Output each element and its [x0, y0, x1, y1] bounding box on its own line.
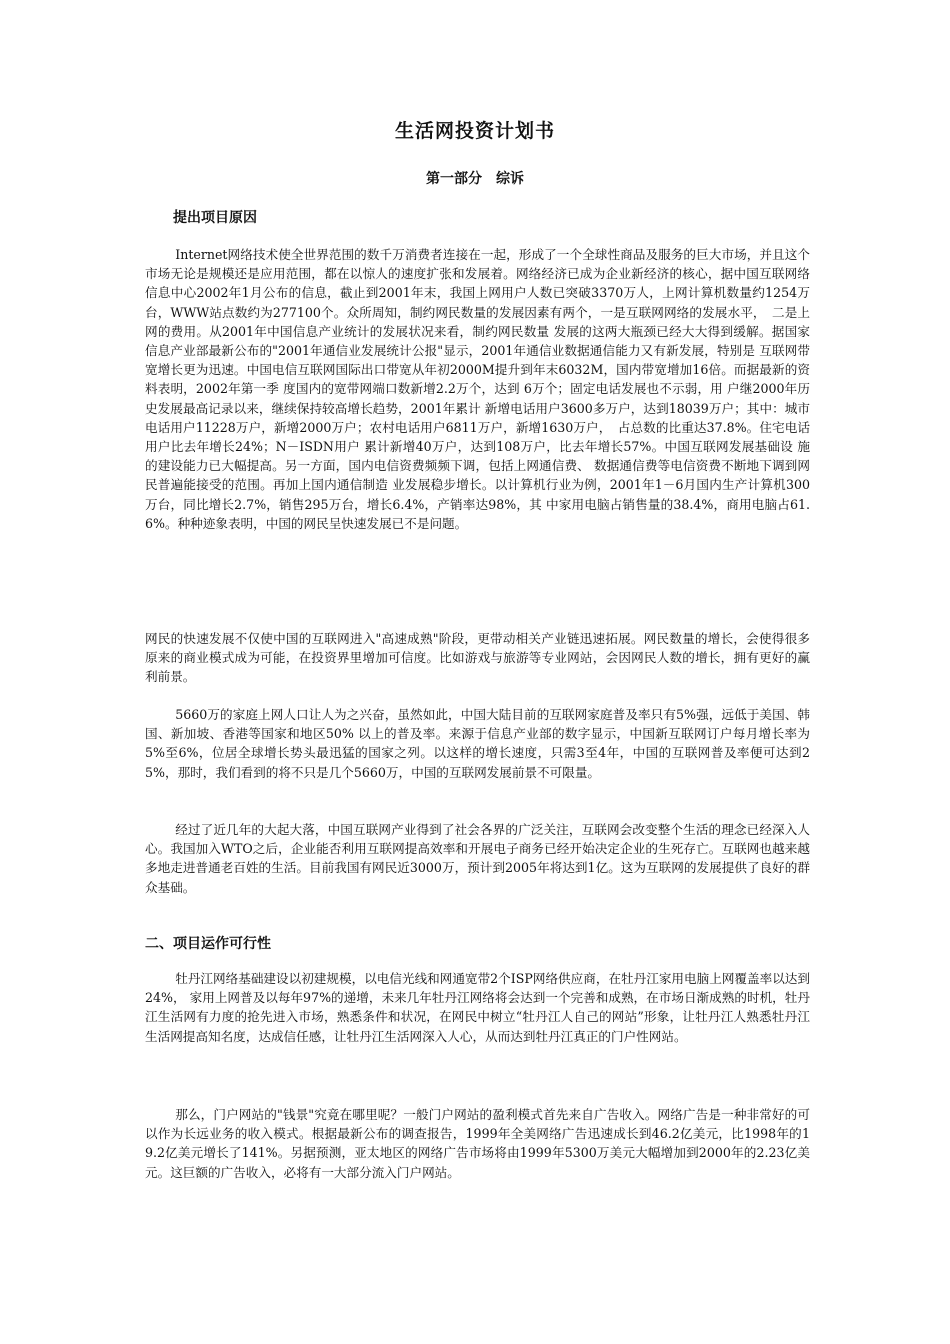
section-heading-reasons: 提出项目原因 [173, 210, 257, 226]
paragraph-mudanjiang-network: 牡丹江网络基础建设以初建规模，以电信光线和网通宽带2个ISP网络供应商，在牡丹江家用电脑上网覆盖率以达到24%， 家用上网普及以每年97%的递增，未来几年牡丹江网络将会达到一个完善和成熟，在市场日渐成熟的时机，牡丹江生活网有力度的抢先进入市场，熟悉条件和状况，在网民中树立“牡丹江人自己的网站”形象，让牡丹江人熟悉牡丹江生活网提高知名度，达成信任感，让牡丹江生活网深入人心，从而达到牡丹江真正的门户性网站。 [145, 971, 810, 1044]
paragraph-portal-revenue: 那么，门户网站的"钱景"究竟在哪里呢？一般门户网站的盈利模式首先来自广告收入。网络广告是一种非常好的可以作为长远业务的收入模式。根据最新公布的调查报告，1999年全美网络广告迅速成长到46.2亿美元，比1998年的19.2亿美元增长了141%。另据预测，亚太地区的网络广告市场将由1999年5300万美元大幅增加到2000年的2.23亿美元。这巨额的广告收入，必将有一大部分流入门户网站。 [145, 1107, 810, 1180]
paragraph-industry-attention: 经过了近几年的大起大落，中国互联网产业得到了社会各界的广泛关注，互联网会改变整个生活的理念已经深入人心。我国加入WTO之后，企业能否利用互联网提高效率和开展电子商务已经开始决定企业的生死存亡。互联网也越来越多地走进普通老百姓的生活。目前我国有网民近3000万，预计到2005年将达到1亿。这为互联网的发展提供了良好的群众基础。 [145, 822, 810, 895]
paragraph-household-penetration: 5660万的家庭上网人口让人为之兴奋，虽然如此，中国大陆目前的互联网家庭普及率只有5%强，远低于美国、韩国、新加坡、香港等国家和地区50% 以上的普及率。来源于信息产业部的数字显示，中国新互联网订户每月增长率为5%至6%，位居全球增长势头最迅猛的国家之列。以这样的增长速度，只需3至4年，中国的互联网普及率便可达到25%，那时，我们看到的将不只是几个5660万，中国的互联网发展前景不可限量。 [145, 707, 810, 780]
part-heading: 第一部分 综诉 [426, 171, 524, 187]
paragraph-netizen-growth: 网民的快速发展不仅使中国的互联网进入"高速成熟"阶段，更带动相关产业链迅速拓展。网民数量的增长，会使得很多原来的商业模式成为可能，在投资界里增加可信度。比如游戏与旅游等专业网站，会因网民人数的增长，拥有更好的赢利前景。 [145, 631, 810, 685]
paragraph-internet-growth: Internet网络技术使全世界范围的数千万消费者连接在一起，形成了一个全球性商品及服务的巨大市场，并且这个市场无论是规模还是应用范围，都在以惊人的速度扩张和发展着。网络经济已成为企业新经济的核心，据中国互联网络信息中心2002年1月公布的信息，截止到2001年末，我国上网用户人数已突破3370万人，上网计算机数量约1254万台，WWW站点数约为277100个。众所周知，制约网民数量的发展因素有两个，一是互联网网络的发展水平， 二是上网的费用。从2001年中国信息产业统计的发展状况来看，制约网民数量 发展的这两大瓶颈已经大大得到缓解。据国家信息产业部最新公布的"2001年通信业发展统计公报"显示，2001年通信业数据通信能力又有新发展，特别是 互联网带宽增长更为迅速。中国电信互联网国际出口带宽从年初2000M提升到年末6032M，国内带宽增加16倍。而据最新的资料表明，2002年第一季 度国内的宽带网端口数新增2.2万个，达到 6万个；固定电话发展也不示弱，用 户继2000年历史发展最高记录以来，继续保持较高增长趋势，2001年累计 新增电话用户3600多万户，达到18039万户；其中：城市电话用户11228万户，新增2000万户；农村电话用户6811万户，新增1630万户， 占总数的比重达37.8%。住宅电话用户比去年增长24%；N－ISDN用户 累计新增40万户，达到108万户，比去年增长57%。中国互联网发展基础设 施的建设能力已大幅提高。另一方面，国内电信资费频频下调，包括上网通信费、 数据通信费等电信资费不断地下调到网民普遍能接受的范围。再加上国内通信制造 业发展稳步增长。以计算机行业为例，2001年1－6月国内生产计算机300万台，同比增长2.7%，销售295万台，增长6.4%，产销率达98%，其 中家用电脑占销售量的38.4%，商用电脑占61.6%。种种迹象表明，中国的网民呈快速发展已不是问题。 [145, 247, 810, 531]
section-heading-feasibility: 二、项目运作可行性 [145, 936, 271, 952]
document-title: 生活网投资计划书 [394, 120, 555, 142]
